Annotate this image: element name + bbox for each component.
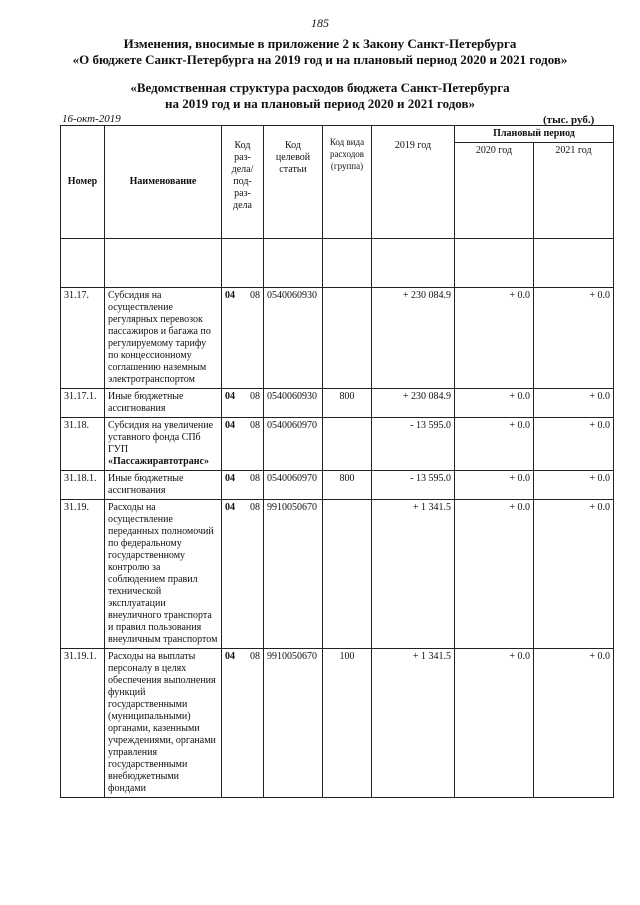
subsection-code: 08 [250, 290, 260, 301]
row-target-code: 0540060970 [264, 471, 323, 500]
table-row [61, 389, 614, 418]
row-target-code: 9910050670 [264, 649, 323, 798]
row-value-2021: + 0.0 [534, 418, 614, 471]
header-row [61, 126, 614, 143]
row-section-code [222, 500, 264, 649]
table-body [61, 239, 614, 798]
section-code: 04 [225, 502, 235, 513]
header-section: Код раз-дела/ под-раз-дела [222, 126, 264, 239]
row-section-code [222, 389, 264, 418]
row-target-code: 0540060930 [264, 389, 323, 418]
row-value-2019: - 13 595.0 [372, 418, 455, 471]
row-name: Субсидия на увеличение уставного фонда СПб ГУП «Пассажиравтотранс» [105, 418, 222, 471]
section-code: 04 [225, 290, 235, 301]
table-row [61, 500, 614, 649]
row-value-2020: + 0.0 [455, 500, 534, 649]
title-line-2: «О бюджете Санкт-Петербурга на 2019 год и на плановый период 2020 и 2021 годов» [72, 52, 568, 67]
header-number: Номер [61, 126, 105, 239]
header-type: Код вида расходов (группа) [323, 126, 372, 239]
spacer-row [61, 239, 614, 288]
unit-label: (тыс. руб.) [543, 114, 595, 126]
row-value-2021: + 0.0 [534, 500, 614, 649]
header-2021: 2021 год [534, 143, 614, 239]
page-number: 185 [311, 16, 329, 30]
header-name: Наименование [105, 126, 222, 239]
row-value-2021: + 0.0 [534, 649, 614, 798]
row-name: Иные бюджетные ассигнования [105, 471, 222, 500]
budget-table [60, 125, 614, 798]
row-value-2021: + 0.0 [534, 389, 614, 418]
section-code: 04 [225, 473, 235, 484]
subsection-code: 08 [250, 473, 260, 484]
row-name: Иные бюджетные ассигнования [105, 389, 222, 418]
header-2020: 2020 год [455, 143, 534, 239]
row-type-code [323, 288, 372, 389]
row-value-2020: + 0.0 [455, 418, 534, 471]
row-number: 31.18. [61, 418, 105, 471]
header-2019: 2019 год [372, 126, 455, 239]
subtitle-line-2: на 2019 год и на плановый период 2020 и 2021 годов» [164, 96, 475, 111]
row-target-code: 9910050670 [264, 500, 323, 649]
document-date: 16-окт-2019 [62, 113, 121, 125]
row-name: Расходы на выплаты персоналу в целях обеспечения выполнения функций государственными (муниципальными) органами, казенными учреждениями, органами управления государственными внебюджетными фондами [105, 649, 222, 798]
row-value-2019: + 1 341.5 [372, 500, 455, 649]
section-code: 04 [225, 391, 235, 402]
document-title [0, 36, 640, 68]
row-value-2021: + 0.0 [534, 288, 614, 389]
row-section-code [222, 471, 264, 500]
table-row [61, 418, 614, 471]
header-planned-period: Плановый период [455, 126, 614, 143]
row-value-2019: - 13 595.0 [372, 471, 455, 500]
row-value-2020: + 0.0 [455, 389, 534, 418]
subsection-code: 08 [250, 391, 260, 402]
row-value-2019: + 230 084.9 [372, 288, 455, 389]
row-value-2019: + 1 341.5 [372, 649, 455, 798]
section-code: 04 [225, 651, 235, 662]
row-value-2021: + 0.0 [534, 471, 614, 500]
table-row [61, 288, 614, 389]
subsection-code: 08 [250, 502, 260, 513]
row-type-code: 100 [323, 649, 372, 798]
row-name: Субсидия на осуществление регулярных перевозок пассажиров и багажа по регулируемому тарифу по концессионному соглашению наземным электротранспортом [105, 288, 222, 389]
row-section-code [222, 649, 264, 798]
table-row [61, 649, 614, 798]
company-name-bold: «Пассажиравтотранс» [108, 456, 209, 467]
row-name: Расходы на осуществление переданных полномочий по федеральному государственному контролю за соблюдением правил технической эксплуатации внеуличного транспорта и правил пользования внеуличным транспортом [105, 500, 222, 649]
row-value-2020: + 0.0 [455, 288, 534, 389]
row-type-code [323, 500, 372, 649]
row-type-code [323, 418, 372, 471]
row-value-2019: + 230 084.9 [372, 389, 455, 418]
section-code: 04 [225, 420, 235, 431]
document-subtitle [0, 80, 640, 112]
row-type-code: 800 [323, 389, 372, 418]
subsection-code: 08 [250, 420, 260, 431]
subtitle-line-1: «Ведомственная структура расходов бюджета Санкт-Петербурга [130, 80, 510, 95]
row-value-2020: + 0.0 [455, 649, 534, 798]
table-row [61, 471, 614, 500]
row-target-code: 0540060970 [264, 418, 323, 471]
row-number: 31.17.1. [61, 389, 105, 418]
row-number: 31.19. [61, 500, 105, 649]
row-number: 31.18.1. [61, 471, 105, 500]
subsection-code: 08 [250, 651, 260, 662]
row-section-code [222, 418, 264, 471]
row-number: 31.17. [61, 288, 105, 389]
row-number: 31.19.1. [61, 649, 105, 798]
row-value-2020: + 0.0 [455, 471, 534, 500]
row-section-code [222, 288, 264, 389]
title-line-1: Изменения, вносимые в приложение 2 к Закону Санкт-Петербурга [123, 36, 517, 51]
row-target-code: 0540060930 [264, 288, 323, 389]
row-type-code: 800 [323, 471, 372, 500]
header-target: Код целевой статьи [264, 126, 323, 239]
